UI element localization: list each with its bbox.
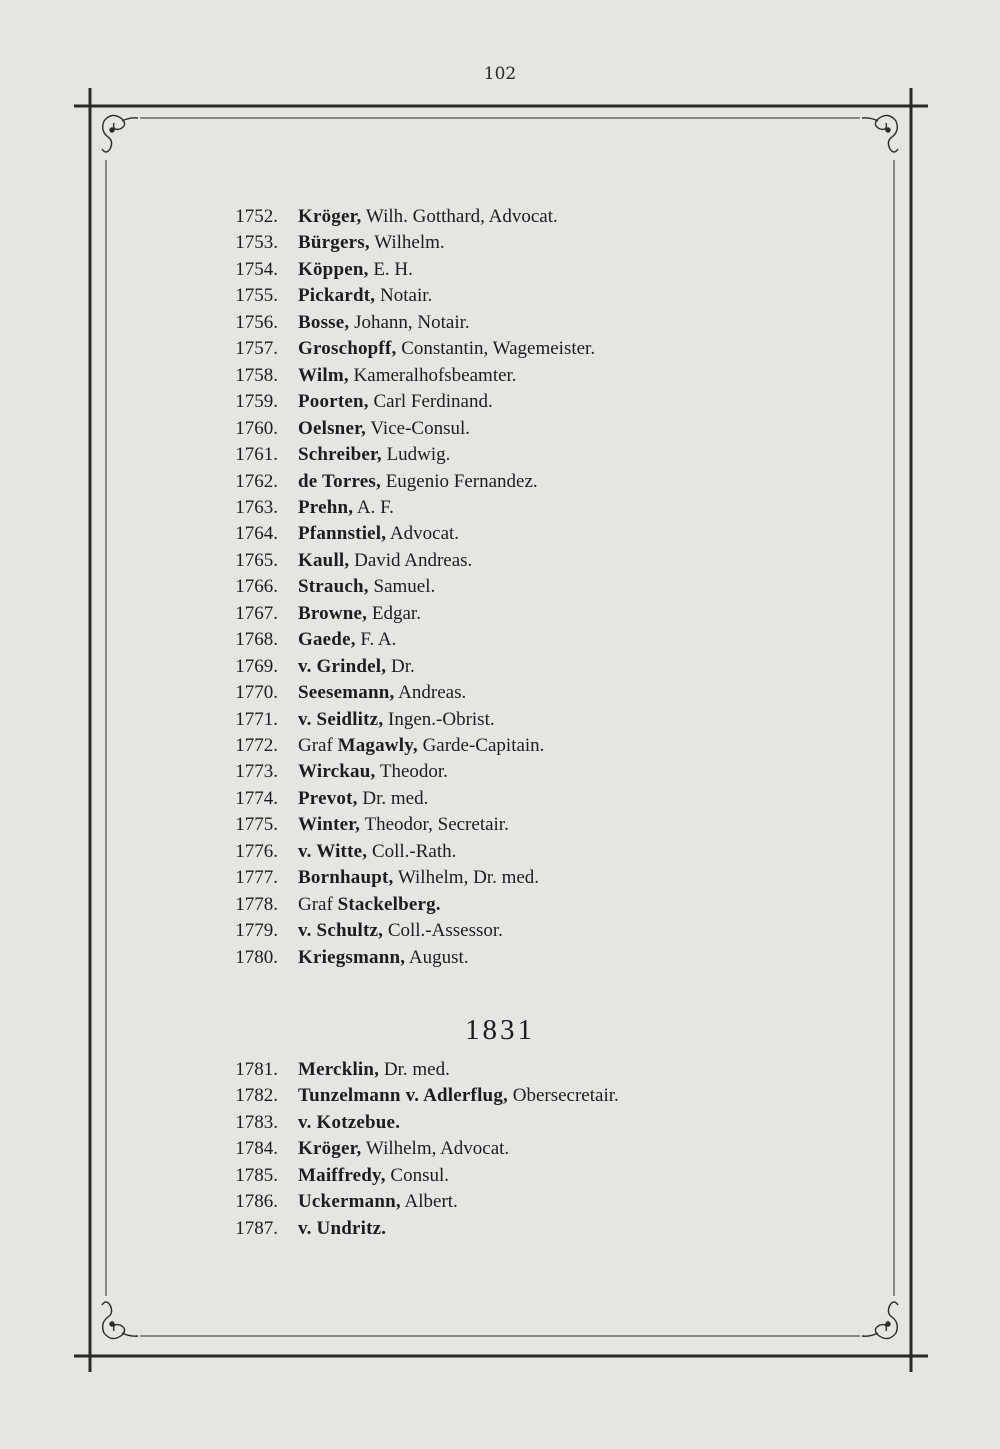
entry-number: 1752.	[235, 206, 278, 227]
entry-details: Wilhelm, Advocat.	[361, 1138, 510, 1160]
entry-details: Consul.	[385, 1164, 450, 1186]
entry-number: 1760.	[235, 417, 278, 439]
list-item	[0, 1189, 1000, 1215]
list-item	[0, 892, 1000, 918]
corner-ornament-bottom-right-icon	[862, 1302, 898, 1339]
entry-number: 1762.	[235, 470, 278, 492]
entry-title-prefix: Graf	[298, 893, 338, 915]
entry-number: 1785.	[235, 1164, 278, 1186]
entry-text	[298, 495, 394, 521]
entry-text	[298, 336, 595, 362]
entry-number: 1780.	[235, 946, 278, 968]
entry-number: 1782.	[235, 1085, 278, 1107]
entry-surname: v. Kotzebue.	[298, 1111, 401, 1133]
entry-text	[298, 654, 415, 680]
entry-details: Obersecretair.	[507, 1085, 619, 1107]
entry-text	[298, 707, 495, 733]
entry-details: Albert.	[400, 1191, 458, 1213]
entry-surname: Prevot,	[298, 787, 358, 809]
entry-details: E. H.	[368, 258, 413, 280]
entry-text	[298, 627, 396, 653]
entry-details: Notair.	[375, 285, 433, 307]
list-item	[0, 865, 1000, 891]
list-item	[0, 707, 1000, 733]
entry-number: 1775.	[235, 814, 278, 836]
page-number: 102	[483, 64, 517, 84]
list-item	[0, 416, 1000, 442]
entry-details: David Andreas.	[349, 549, 473, 571]
entry-text	[298, 759, 448, 785]
list-item	[0, 918, 1000, 944]
entry-surname: Bürgers,	[298, 232, 370, 254]
list-item	[0, 495, 1000, 521]
entry-surname: Wirckau,	[298, 761, 376, 783]
entry-number: 1765.	[235, 549, 278, 571]
entry-surname: Pickardt,	[298, 285, 376, 307]
entry-number: 1777.	[235, 867, 278, 889]
entry-details: Vice-Consul.	[365, 417, 470, 439]
entry-surname: v. Grindel,	[298, 655, 387, 677]
list-item	[0, 389, 1000, 415]
entry-number: 1769.	[235, 655, 278, 677]
entry-number: 1787.	[235, 1217, 278, 1239]
list-item	[0, 812, 1000, 838]
entry-text	[298, 892, 441, 918]
entry-surname: Mercklin,	[298, 1059, 380, 1080]
entry-details: Constantin, Wagemeister.	[396, 338, 596, 360]
entry-surname: Gaede,	[298, 629, 356, 651]
entry-surname: v. Schultz,	[298, 920, 384, 942]
entry-text	[298, 1057, 450, 1083]
entry-surname: v. Witte,	[298, 840, 368, 862]
entry-number: 1771.	[235, 708, 278, 730]
list-item	[0, 548, 1000, 574]
entry-surname: Kröger,	[298, 1138, 362, 1160]
entry-details: F. A.	[355, 629, 397, 651]
list-item	[0, 257, 1000, 283]
corner-ornament-bottom-left-icon	[102, 1302, 138, 1339]
entry-text	[298, 812, 509, 838]
entry-details: A. F.	[353, 496, 394, 518]
list-item	[0, 363, 1000, 389]
entry-text	[298, 363, 517, 389]
entry-details: Advocat.	[386, 523, 460, 545]
entry-details: Coll.-Rath.	[367, 840, 457, 862]
entry-surname: de Torres,	[298, 470, 381, 492]
entry-title-prefix: Graf	[298, 735, 338, 756]
entry-surname: Köppen,	[298, 258, 369, 280]
list-item	[0, 204, 1000, 230]
entry-surname: Schreiber,	[298, 444, 382, 466]
entry-details: Dr.	[386, 655, 415, 677]
entry-details: Samuel.	[368, 576, 436, 598]
entry-text	[298, 945, 469, 971]
entry-number: 1779.	[235, 920, 278, 942]
entry-number: 1764.	[235, 523, 278, 545]
entry-number: 1753.	[235, 232, 278, 254]
entry-surname: Oelsner,	[298, 417, 366, 439]
entry-number: 1784.	[235, 1138, 278, 1160]
entry-surname: Stackelberg.	[337, 893, 441, 915]
entry-number: 1768.	[235, 629, 278, 651]
entry-number: 1778.	[235, 893, 278, 915]
entry-surname: Uckermann,	[298, 1191, 401, 1213]
list-item	[0, 1057, 1000, 1083]
list-item	[0, 654, 1000, 680]
list-item	[0, 1083, 1000, 1109]
entry-surname: Seesemann,	[298, 682, 395, 704]
entry-text	[298, 786, 428, 812]
entry-number: 1755.	[235, 285, 278, 307]
list-item	[0, 733, 1000, 759]
entry-number: 1774.	[235, 787, 278, 809]
list-item	[0, 786, 1000, 812]
entry-details: Theodor.	[375, 761, 448, 783]
entry-details: Wilh. Gotthard, Advocat.	[361, 206, 558, 227]
entry-text	[298, 839, 456, 865]
entry-surname: Prehn,	[298, 496, 354, 518]
entry-surname: Tunzelmann v. Adlerflug,	[298, 1085, 508, 1107]
entry-details: Theodor, Secretair.	[360, 814, 509, 836]
entry-number: 1786.	[235, 1191, 278, 1213]
entry-number: 1756.	[235, 311, 278, 333]
entry-number: 1773.	[235, 761, 278, 783]
entry-surname: Browne,	[298, 602, 368, 624]
list-item	[0, 521, 1000, 547]
entry-number: 1757.	[235, 338, 278, 360]
list-item	[0, 310, 1000, 336]
list-item	[0, 759, 1000, 785]
list-item	[0, 442, 1000, 468]
entry-text	[298, 1110, 400, 1136]
entry-surname: Strauch,	[298, 576, 369, 598]
list-item	[0, 680, 1000, 706]
entry-number: 1781.	[235, 1059, 278, 1080]
entry-surname: Pfannstiel,	[298, 523, 387, 545]
entry-number: 1766.	[235, 576, 278, 598]
entry-details: Coll.-Assessor.	[383, 920, 503, 942]
entry-details: Eugenio Fernandez.	[380, 470, 538, 492]
entry-text	[298, 469, 538, 495]
entry-surname: Kröger,	[298, 206, 362, 227]
entry-surname: Kaull,	[298, 549, 350, 571]
list-item	[0, 601, 1000, 627]
entry-number: 1763.	[235, 496, 278, 518]
entry-number: 1770.	[235, 682, 278, 704]
entry-details: Wilhelm, Dr. med.	[393, 867, 540, 889]
entry-details: Garde-Capitain.	[417, 735, 545, 756]
entry-text	[298, 204, 558, 230]
entry-details: Wilhelm.	[369, 232, 445, 254]
entry-surname: Kriegsmann,	[298, 946, 406, 968]
list-item	[0, 574, 1000, 600]
entry-text	[298, 1136, 509, 1162]
entry-text	[298, 389, 493, 415]
entry-details: Dr. med.	[357, 787, 429, 809]
entry-surname: Magawly,	[337, 735, 418, 756]
entry-number: 1776.	[235, 840, 278, 862]
entry-text	[298, 601, 421, 627]
entry-surname: v. Undritz.	[298, 1217, 387, 1239]
list-item	[0, 839, 1000, 865]
entry-text	[298, 416, 470, 442]
list-item	[0, 627, 1000, 653]
entry-text	[298, 230, 445, 256]
list-item	[0, 1216, 1000, 1242]
list-item	[0, 336, 1000, 362]
entry-text	[298, 1189, 458, 1215]
corner-ornament-top-right-icon	[862, 115, 898, 152]
entry-surname: Winter,	[298, 814, 361, 836]
entry-text	[298, 918, 503, 944]
entry-text	[298, 733, 544, 759]
list-item	[0, 469, 1000, 495]
entry-details: Carl Ferdinand.	[368, 391, 493, 413]
entry-text	[298, 680, 466, 706]
entry-surname: v. Seidlitz,	[298, 708, 384, 730]
entry-number: 1767.	[235, 602, 278, 624]
list-item	[0, 1110, 1000, 1136]
entry-details: August.	[405, 946, 469, 968]
entry-surname: Maiffredy,	[298, 1164, 386, 1186]
year-heading: 1831	[465, 1014, 535, 1046]
entry-surname: Bosse,	[298, 311, 350, 333]
entry-text	[298, 283, 432, 309]
list-item	[0, 945, 1000, 971]
list-item	[0, 230, 1000, 256]
entry-surname: Poorten,	[298, 391, 369, 413]
entry-text	[298, 257, 413, 283]
entry-number: 1759.	[235, 391, 278, 413]
entry-details: Kameralhofsbeamter.	[348, 364, 517, 386]
list-item	[0, 283, 1000, 309]
entry-details: Andreas.	[394, 682, 467, 704]
entry-text	[298, 442, 450, 468]
entry-text	[298, 548, 472, 574]
entry-details: Ludwig.	[381, 444, 451, 466]
entry-details: Ingen.-Obrist.	[383, 708, 495, 730]
entry-text	[298, 865, 539, 891]
entry-number: 1754.	[235, 258, 278, 280]
entry-surname: Groschopff,	[298, 338, 397, 360]
entry-surname: Wilm,	[298, 364, 349, 386]
list-item	[0, 1136, 1000, 1162]
entry-details: Johann, Notair.	[349, 311, 470, 333]
entry-details: Edgar.	[367, 602, 421, 624]
list-item	[0, 1163, 1000, 1189]
entry-number: 1758.	[235, 364, 278, 386]
entry-number: 1761.	[235, 444, 278, 466]
corner-ornament-top-left-icon	[102, 115, 138, 152]
entry-text	[298, 310, 470, 336]
entry-text	[298, 1163, 449, 1189]
entry-text	[298, 574, 435, 600]
entry-text	[298, 1216, 386, 1242]
entry-details: Dr. med.	[379, 1059, 450, 1080]
entry-text	[298, 521, 459, 547]
entry-surname: Bornhaupt,	[298, 867, 394, 889]
entry-number: 1783.	[235, 1111, 278, 1133]
entry-text	[298, 1083, 619, 1109]
entry-number: 1772.	[235, 735, 278, 756]
